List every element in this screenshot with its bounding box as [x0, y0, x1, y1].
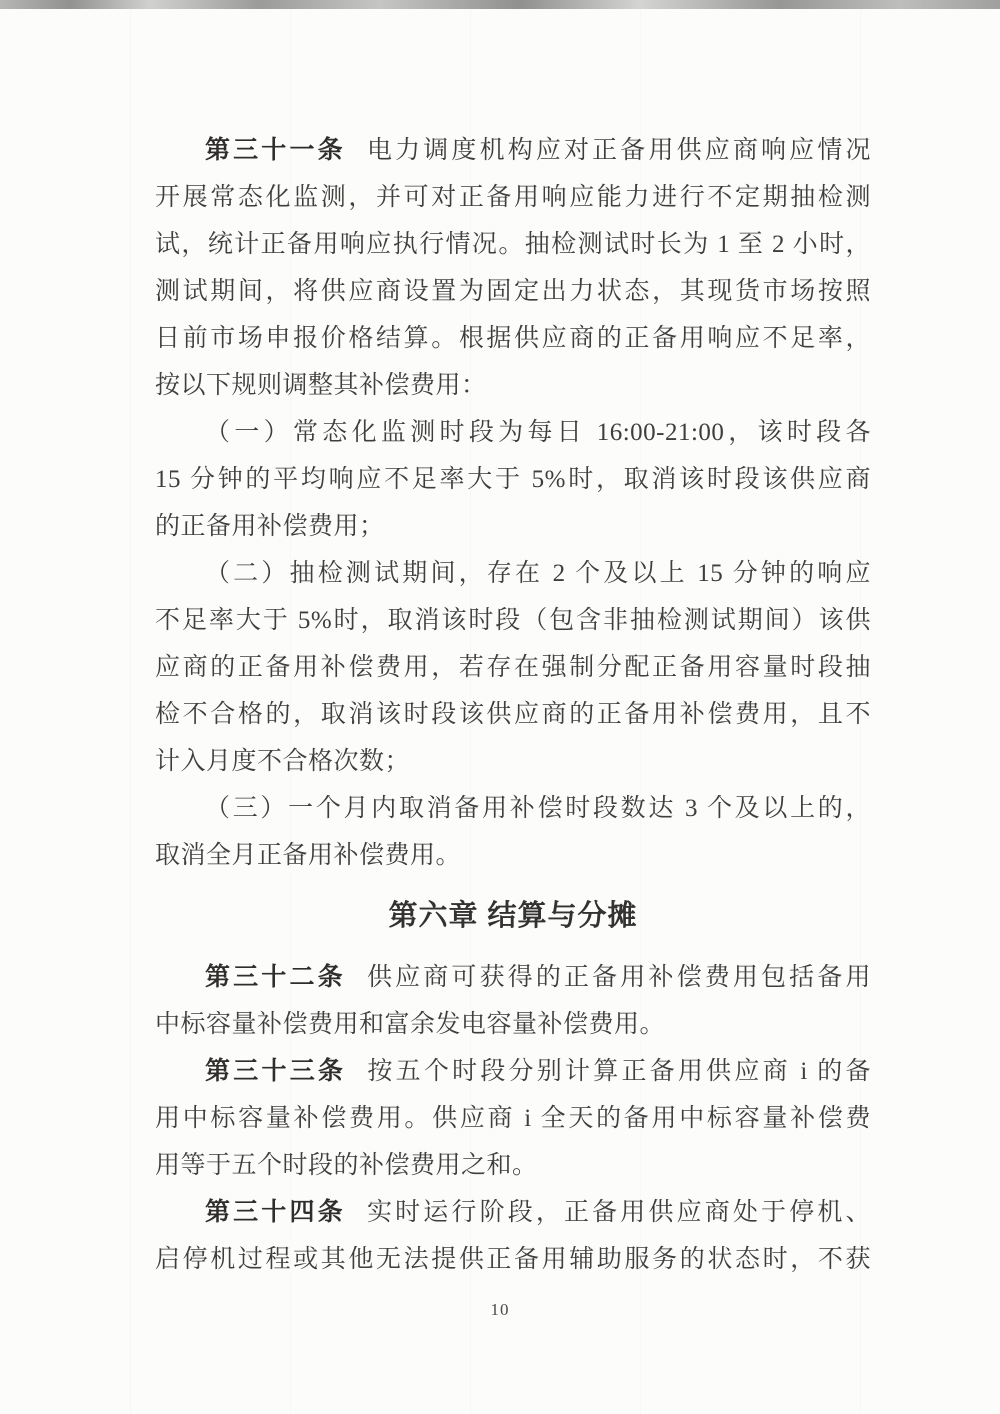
- text-line: （一）常态化监测时段为每日 16:00-21:00，该时段各: [205, 419, 871, 446]
- article-number: 第三十四条: [205, 1199, 346, 1226]
- text-line: 的正备用补偿费用；: [155, 513, 385, 540]
- text-line: 取消全月正备用补偿费用。: [155, 842, 462, 869]
- text-line: 启停机过程或其他无法提供正备用辅助服务的状态时，不获: [155, 1246, 871, 1273]
- text-line: （二）抽检测试期间，存在 2 个及以上 15 分钟的响应: [205, 560, 871, 587]
- article-33: [155, 1048, 871, 1189]
- article-34: [155, 1189, 871, 1283]
- text-line: 第三十二条 供应商可获得的正备用补偿费用包括备用: [205, 964, 871, 991]
- scan-edge-artifact: [0, 0, 1000, 9]
- text-line: 按以下规则调整其补偿费用：: [155, 372, 487, 399]
- article-32: [155, 954, 871, 1048]
- text-line: （三）一个月内取消备用补偿时段数达 3 个及以上的，: [205, 795, 871, 822]
- text-line: 日前市场申报价格结算。根据供应商的正备用响应不足率，: [155, 325, 871, 352]
- article-number: 第三十一条: [205, 137, 346, 164]
- text-line: 第三十一条 电力调度机构应对正备用供应商响应情况: [205, 137, 871, 164]
- article-number: 第三十二条: [205, 964, 346, 991]
- article-number: 第三十三条: [205, 1058, 347, 1085]
- text-line: 15 分钟的平均响应不足率大于 5%时，取消该时段该供应商: [155, 466, 871, 493]
- text-line: 检不合格的，取消该时段该供应商的正备用补偿费用，且不: [155, 701, 871, 728]
- text-line: 用中标容量补偿费用。供应商 i 全天的备用中标容量补偿费: [155, 1105, 871, 1132]
- article-31: [155, 127, 871, 409]
- text-line: 第三十三条 按五个时段分别计算正备用供应商 i 的备: [205, 1058, 871, 1085]
- text-line: 用等于五个时段的补偿费用之和。: [155, 1152, 538, 1179]
- text-line: 测试期间，将供应商设置为固定出力状态，其现货市场按照: [155, 278, 871, 305]
- document-body: [155, 127, 871, 1283]
- item-1: [155, 409, 871, 550]
- item-2: [155, 550, 871, 785]
- text-line: 应商的正备用补偿费用，若存在强制分配正备用容量时段抽: [155, 654, 871, 681]
- text-line: 试，统计正备用响应执行情况。抽检测试时长为 1 至 2 小时，: [155, 231, 871, 258]
- text-line: 中标容量补偿费用和富余发电容量补偿费用。: [155, 1011, 666, 1038]
- text-line: 不足率大于 5%时，取消该时段（包含非抽检测试期间）该供: [155, 607, 871, 634]
- text-line: 计入月度不合格次数；: [155, 748, 411, 775]
- text-line: 开展常态化监测，并可对正备用响应能力进行不定期抽检测: [155, 184, 871, 211]
- chapter-6-heading: 第六章 结算与分摊: [388, 900, 638, 932]
- item-3: [155, 785, 871, 879]
- page-number: 10: [490, 1300, 510, 1319]
- text-line: 第三十四条 实时运行阶段，正备用供应商处于停机、: [205, 1199, 871, 1226]
